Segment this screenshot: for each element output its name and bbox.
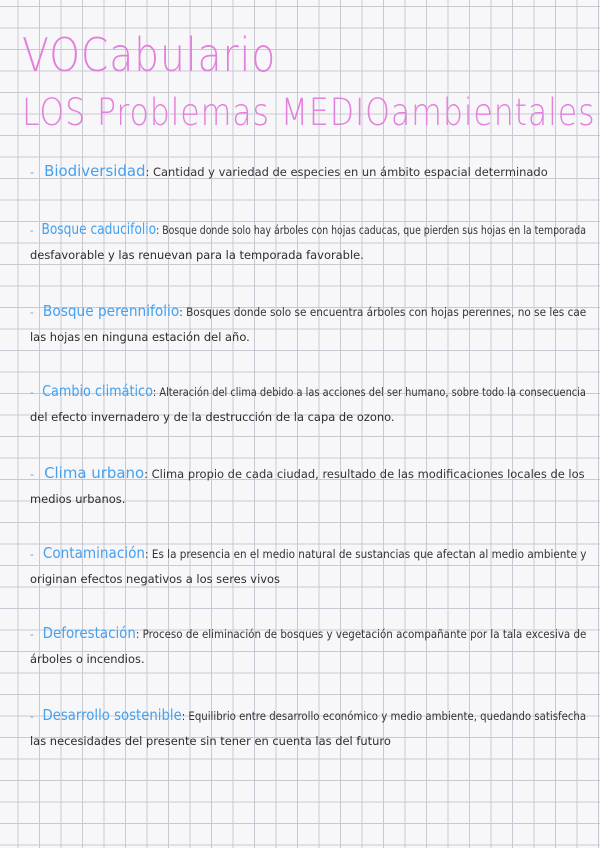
entry-continuation: las hojas en ninguna estación del año. (30, 330, 250, 344)
entry-term: Contaminación (42, 544, 146, 562)
entry-term: Cambio climático (42, 382, 153, 400)
entry-definition: : Proceso de eliminación de bosques y vegetación acompañante por la tala excesiva de (135, 627, 587, 641)
entry-continuation: desfavorable y las renuevan para la temporada favorable. (30, 248, 364, 262)
entry-term: Bosque perennifolio (42, 302, 180, 320)
bullet-dash: - (30, 385, 34, 399)
entry-definition: : Clima propio de cada ciudad, resultado de las modificaciones locales de los (144, 467, 585, 481)
vocabulary-entry (30, 626, 588, 666)
entry-definition: : Bosque donde solo hay árboles con hojas caducas, que pierden sus hojas en la temporada (156, 223, 586, 237)
bullet-dash: - (30, 223, 34, 237)
bullet-dash: - (30, 165, 35, 179)
vocabulary-entry (30, 546, 588, 586)
entry-line (30, 302, 587, 320)
entry-continuation: originan efectos negativos a los seres vivos (30, 572, 281, 586)
bullet-dash: - (30, 305, 34, 319)
entry-line (30, 706, 587, 724)
entry-definition: : Alteración del clima debido a las acciones del ser humano, sobre todo la consecuencia (152, 385, 586, 399)
vocabulary-entry (30, 304, 588, 344)
vocabulary-entry (30, 384, 588, 424)
vocabulary-entry (30, 466, 588, 506)
entry-definition: : Bosques donde solo se encuentra árboles con hojas perennes, no se les cae (179, 305, 587, 319)
bullet-dash: - (30, 547, 34, 561)
entry-continuation: medios urbanos. (30, 492, 126, 506)
vocabulary-entry (30, 708, 588, 748)
entry-definition: : Equilibrio entre desarrollo económico y medio ambiente, quedando satisfecha (181, 709, 587, 723)
entry-definition: : Es la presencia en el medio natural de sustancias que afectan al medio ambiente y (145, 547, 587, 561)
entry-term: Deforestación (42, 624, 136, 642)
entry-term: Biodiversidad (44, 162, 146, 180)
entry-continuation: árboles o incendios. (30, 652, 145, 666)
entry-term: Desarrollo sostenible (42, 706, 182, 724)
entry-continuation: del efecto invernadero y de la destrucción de la capa de ozono. (30, 410, 395, 424)
page-title: VOCabulario (22, 28, 277, 82)
entry-line (30, 164, 586, 178)
entry-term: Clima urbano (44, 464, 145, 482)
page-subtitle: LOS Problemas MEDIOambientales (22, 91, 596, 134)
bullet-dash: - (30, 467, 35, 481)
bullet-dash: - (30, 709, 34, 723)
entry-definition: : Cantidad y variedad de especies en un ámbito espacial determinado (145, 165, 548, 179)
entry-line (30, 466, 586, 480)
vocabulary-entry (30, 164, 588, 178)
entry-term: Bosque caducifolio (41, 220, 157, 238)
page-title-block (22, 28, 600, 134)
entry-continuation: las necesidades del presente sin tener en cuenta las del futuro (30, 734, 391, 748)
vocabulary-entry (30, 222, 588, 262)
entry-line (30, 544, 587, 562)
entry-line (30, 220, 586, 238)
bullet-dash: - (30, 627, 34, 641)
entry-line (30, 382, 586, 400)
entry-line (30, 624, 587, 642)
